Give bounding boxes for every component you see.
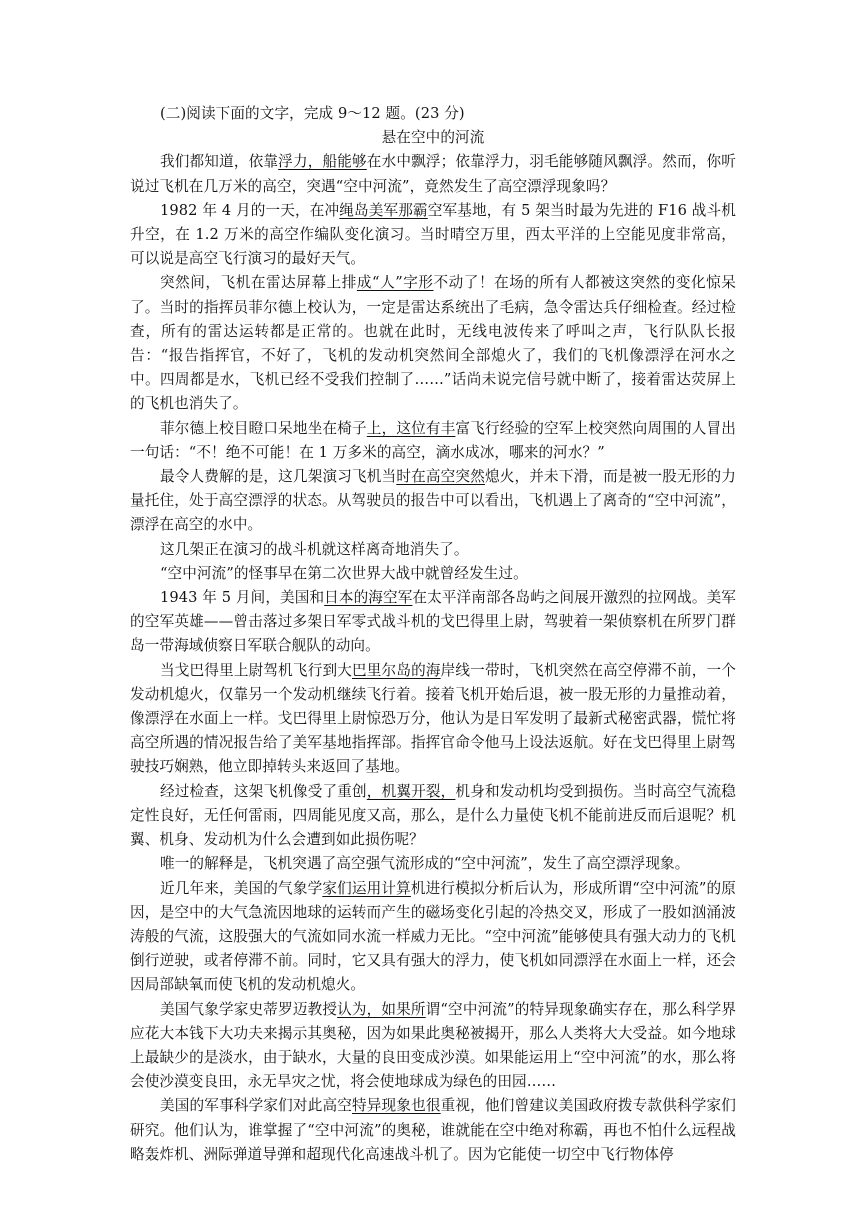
paragraph-text: 菲尔德上校目瞪口呆地坐在椅子 — [160, 419, 367, 437]
paragraph-text: 重视，他们曾建议美国政府拨专款供科学家们研究。他们认为，谁掌握了“空中河流”的奥秘，谁就能在空中绝对称霸，再也不怕什么远程战略轰炸机、洲际弹道导弹和超现代化高速战斗机了。因为它能使一切空中飞行物体停 — [130, 1097, 736, 1163]
paragraph-text: 1943 年 5 月间，美国和 — [160, 589, 325, 607]
underlined-text: 时在高空突然 — [396, 468, 485, 486]
paragraph-text: 在太平洋南部各岛屿之间展开激烈的拉网战。美军的空军英雄——曾击落过多架日军零式战斗机的戈巴得里上尉，驾驶着一架侦察机在所罗门群岛一带海域侦察日军联合舰队的动向。 — [130, 589, 737, 655]
paragraph-text: 熄火，并未下滑，而是被一股无形的力量托住，处于高空漂浮的状态。从驾驶员的报告中可以看出，飞机遇上了离奇的“空中河流”，漂浮在高空的水中。 — [130, 468, 736, 534]
underlined-text: 日本的海空军 — [324, 589, 413, 607]
paragraph-text: 经过检查，这架飞机像受了重创 — [160, 782, 367, 800]
paragraph — [130, 150, 736, 198]
paragraph-text: 美国的军事科学家们对此高空 — [160, 1097, 353, 1115]
underlined-text: 绳岛美军那霸 — [339, 201, 428, 219]
paragraph-text: 谓“空中河流”的特异现象确实存在，那么科学界应花大本钱下大功夫来揭示其奥秘，因为如果此奥秘被揭开，那么人类将大大受益。如今地球上最缺少的是淡水，由于缺水，大量的良田变成沙漠。如果能运用上“空中河流”的水，那么将会使沙漠变良田，永无旱灾之忧，将会使地球成为绿色的田园…… — [130, 1000, 737, 1091]
paragraph-text: 机进行模拟分析后认为，形成所谓“空中河流”的原因，是空中的大气急流因地球的运转而产生的磁场变化引起的冷热交叉，形成了一股如汹涌波涛般的气流，这股强大的气流如同水流一样威力无比。“空中河流”能够使具有强大动力的飞机倒行逆驶，或者停滞不前。同时，它又具有强大的浮力，使飞机如同漂浮在水面上一样，还会因局部缺氧而使飞机的发动机熄火。 — [130, 879, 736, 994]
paragraph — [130, 199, 736, 272]
paragraph — [130, 1094, 736, 1167]
paragraph-text: 1982 年 4 月的一天，在冲 — [160, 201, 340, 219]
paragraph — [130, 780, 736, 853]
underlined-text: 上，这位有丰 — [366, 419, 456, 437]
paragraph — [130, 417, 736, 465]
paragraph — [130, 998, 736, 1095]
paragraph — [130, 271, 736, 416]
reading-passage — [130, 102, 736, 1167]
paragraph-text: 机身和发动机均受到损伤。当时高空气流稳定性良好，无任何雷雨，四周能见度又高，那么，是什么力量使飞机不能前进反而后退呢？机翼、机身、发动机为什么会遭到如此损伤呢？ — [130, 782, 736, 849]
paragraph-text: 富飞行经验的空军上校突然向周围的人冒出一句话：“不！绝不可能！在 1 万多米的高空，滴水成冰，哪来的河水？” — [130, 419, 736, 461]
paragraph-text: 突然间，飞机在雷达屏幕上排 — [160, 274, 357, 292]
paragraph-text: “空中河流”的怪事早在第二次世界大战中就曾经发生过。 — [160, 564, 528, 582]
paragraph — [130, 877, 736, 998]
paragraph-text: 空军基地，有 5 架当时最为先进的 F16 战斗机升空，在 1.2 万米的高空作编队变化演习。当时晴空万里，西太平洋的上空能见度非常高，可以说是高空飞行演习的最好天气。 — [130, 201, 737, 268]
section-heading: (二)阅读下面的文字，完成 9～12 题。(23 分) — [160, 105, 465, 122]
underlined-text: 浮力，船能够 — [278, 153, 367, 171]
paragraph-text: 美国气象学家史蒂罗迈教授 — [160, 1000, 338, 1018]
paragraph-text: 这几架正在演习的战斗机就这样离奇地消失了。 — [160, 540, 469, 558]
paragraph — [130, 852, 736, 876]
underlined-text: 家们运用计算 — [322, 879, 411, 897]
paragraph-text: 近几年来，美国的气象学 — [160, 879, 323, 897]
paragraph-text: 唯一的解释是，飞机突遇了高空强气流形成的“空中河流”，发生了高空漂浮现象。 — [160, 855, 690, 873]
paragraph — [130, 659, 736, 780]
paragraph — [130, 465, 736, 538]
paragraph — [130, 562, 736, 586]
paragraph — [130, 586, 736, 659]
article-body — [130, 150, 736, 1167]
paragraph-text: 最令人费解的是，这几架演习飞机当 — [160, 468, 397, 486]
paragraph-text: 岸线一带时，飞机突然在高空停滞不前，一个发动机熄火，仅靠另一个发动机继续飞行着。接着飞机开始后退，被一股无形的力量推动着，像漂浮在水面上一样。戈巴得里上尉惊恐万分，他认为是日军发明了最新式秘密武器，慌忙将高空所遇的情况报告给了美军基地指挥部。指挥官命令他马上设法返航。好在戈巴得里上尉驾驶技巧娴熟，他立即掉转头来返回了基地。 — [130, 661, 736, 776]
underlined-text: 成“人”字形 — [356, 274, 434, 292]
article-title: 悬在空中的河流 — [381, 129, 485, 147]
paragraph — [130, 538, 736, 562]
underlined-text: 认为，如果所 — [337, 1000, 426, 1018]
paragraph-text: 在水中飘浮；依靠浮力，羽毛能够随风飘浮。然而，你听说过飞机在几万米的高空，突遇“空中河流”，竟然发生了高空漂浮现象吗？ — [130, 153, 736, 195]
underlined-text: 巴里尔岛的海 — [352, 661, 441, 679]
underlined-text: 特异现象也很 — [352, 1097, 441, 1115]
paragraph-text: 当戈巴得里上尉驾机飞行到大 — [160, 661, 353, 679]
paragraph-text: 我们都知道，依靠 — [160, 153, 279, 171]
paragraph-text: 不动了！在场的所有人都被这突然的变化惊呆了。当时的指挥员菲尔德上校认为，一定是雷达系统出了毛病，急令雷达兵仔细检查。经过检查，所有的雷达运转都是正常的。也就在此时，无线电波传来了呼叫之声，飞行队队长报告：“报告指挥官，不好了，飞机的发动机突然间全部熄火了，我们的飞机像漂浮在河水之中。四周都是水，飞机已经不受我们控制了……”话尚未说完信号就中断了，接着雷达荧屏上的飞机也消失了。 — [130, 274, 736, 413]
underlined-text: ，机翼开裂， — [366, 782, 456, 800]
